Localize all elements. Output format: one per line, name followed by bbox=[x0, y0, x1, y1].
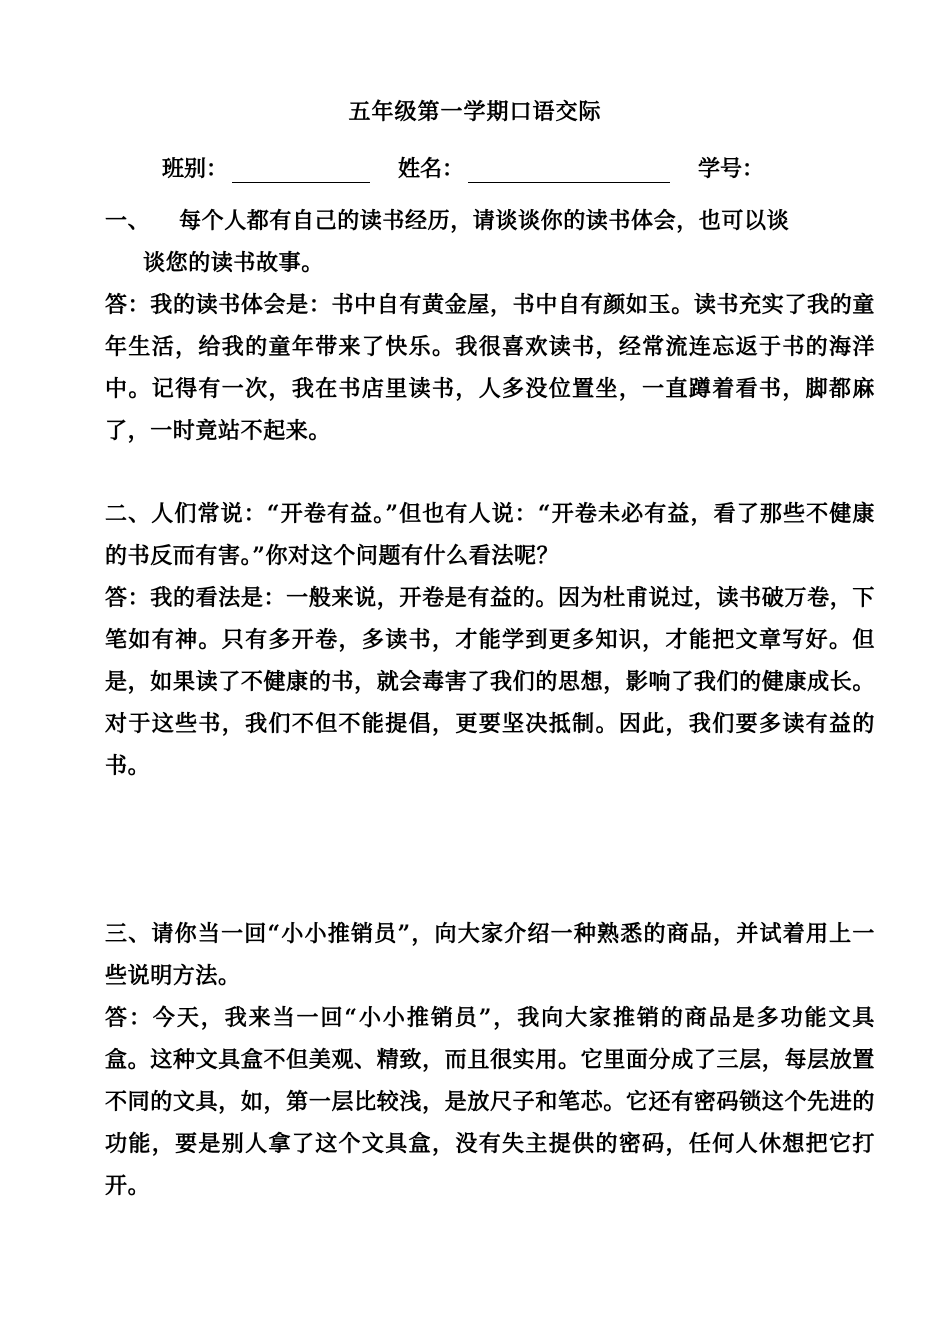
id-label: 学号： bbox=[698, 156, 765, 182]
name-label: 姓名： bbox=[398, 156, 465, 182]
answer-1: 答：我的读书体会是：书中自有黄金屋，书中自有颜如玉。读书充实了我的童年生活，给我的童年带来了快乐。我很喜欢读书，经常流连忘返于书的海洋中。记得有一次，我在书店里读书，人多没位置坐，一直蹲着看书，脚都麻了，一时竟站不起来。 bbox=[105, 292, 875, 444]
question-1-text-line2: 谈您的读书故事。 bbox=[143, 250, 324, 276]
question-3: 三、请你当一回“小小推销员”，向大家介绍一种熟悉的商品，并试着用上一些说明方法。 bbox=[105, 921, 875, 989]
class-blank-field[interactable] bbox=[232, 156, 370, 183]
class-label: 班别： bbox=[162, 156, 229, 182]
question-1 bbox=[105, 200, 875, 284]
page-title: 五年级第一学期口语交际 bbox=[348, 99, 602, 125]
question-1-number: 一、 bbox=[105, 208, 151, 234]
answer-3: 答：今天，我来当一回“小小推销员”，我向大家推销的商品是多功能文具盒。这种文具盒不但美观、精致，而且很实用。它里面分成了三层，每层放置不同的文具，如，第一层比较浅，是放尺子和笔芯。它还有密码锁这个先进的功能，要是别人拿了这个文具盒，没有失主提供的密码，任何人休想把它打开。 bbox=[105, 1005, 875, 1199]
answer-2: 答：我的看法是：一般来说，开卷是有益的。因为杜甫说过，读书破万卷，下笔如有神。只有多开卷，多读书，才能学到更多知识，才能把文章写好。但是，如果读了不健康的书，就会毒害了我们的思想，影响了我们的健康成长。对于这些书，我们不但不能提倡，更要坚决抵制。因此，我们要多读有益的书。 bbox=[105, 585, 875, 779]
question-2: 二、人们常说：“开卷有益。”但也有人说：“开卷未必有益，看了那些不健康的书反而有害。”你对这个问题有什么看法呢？ bbox=[105, 501, 875, 569]
student-info-row bbox=[162, 152, 764, 183]
name-blank-field[interactable] bbox=[468, 156, 670, 183]
question-1-text-line1: 每个人都有自己的读书经历，请谈谈你的读书体会，也可以谈 bbox=[179, 208, 790, 234]
